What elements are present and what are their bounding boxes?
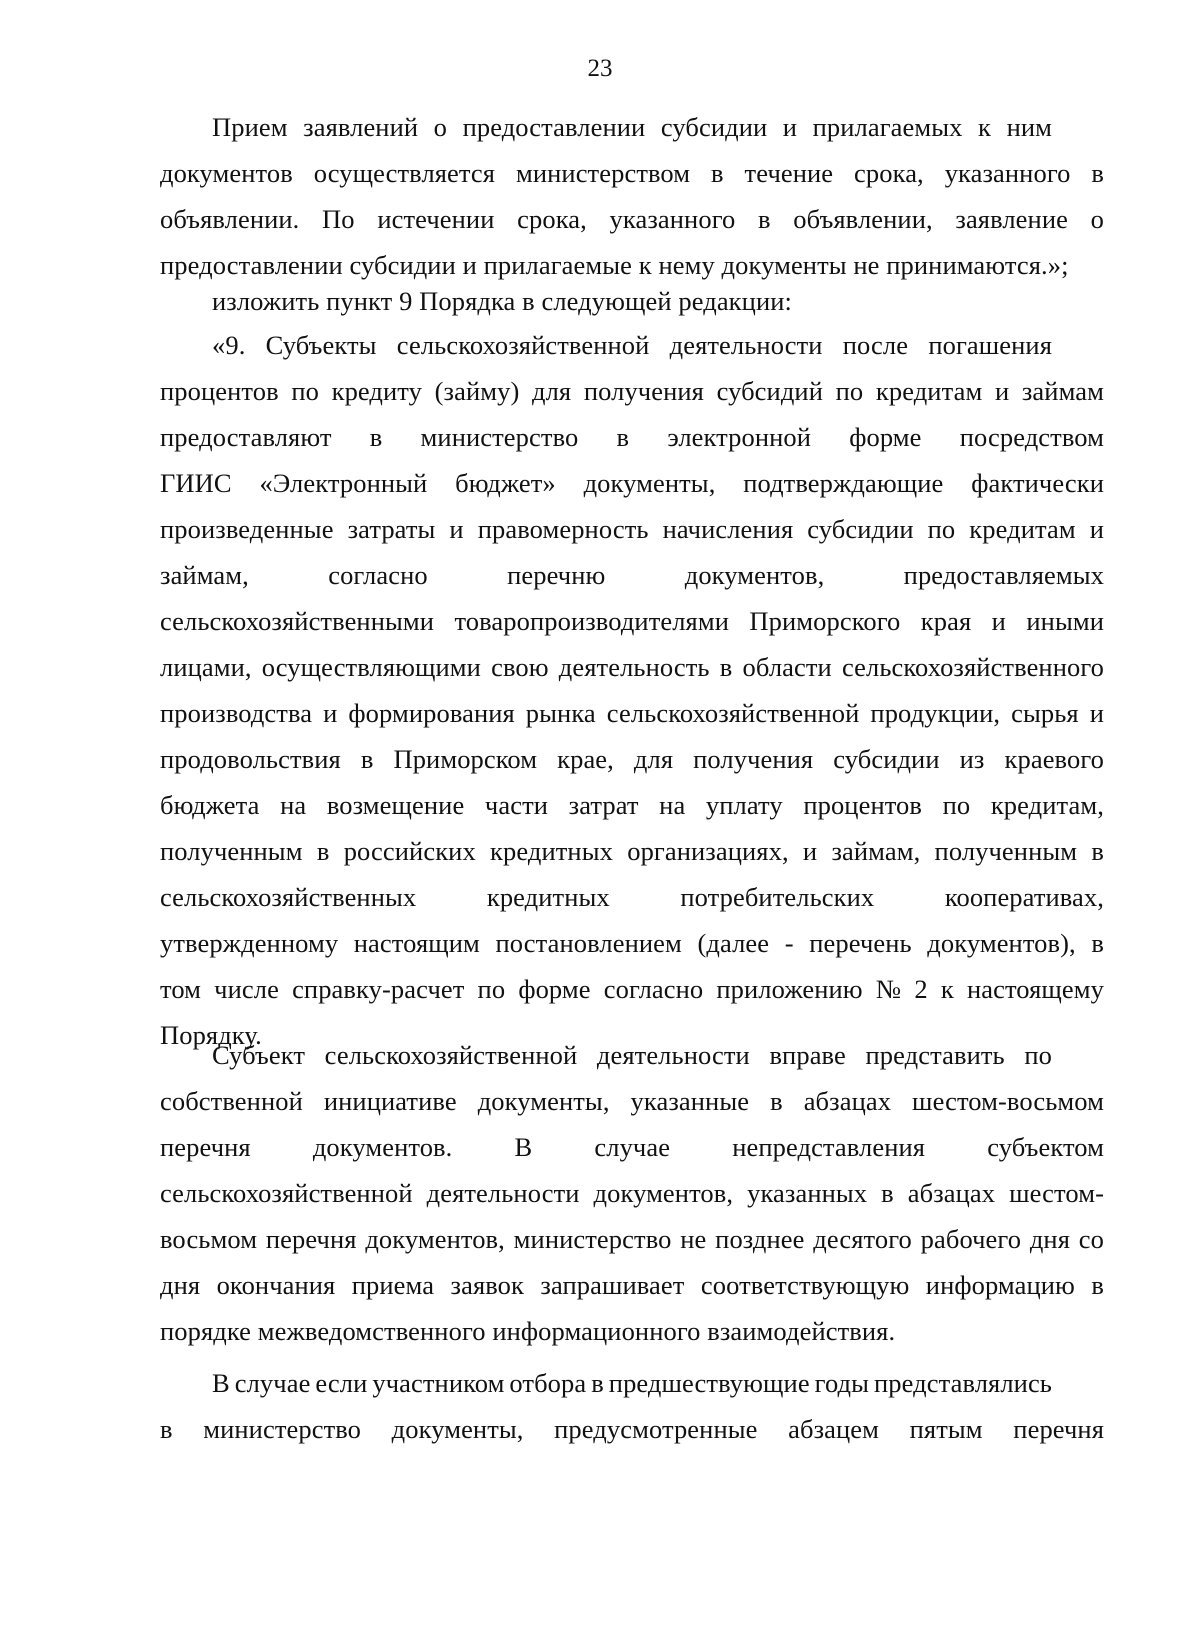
text-line: Субъект сельскохозяйственной деятельности вправе представить по	[212, 1040, 1052, 1070]
text-line: ГИИС «Электронный бюджет» документы, подтверждающие фактически	[160, 468, 1104, 498]
page-number: 23	[587, 55, 613, 82]
text-line: изложить пункт 9 Порядка в следующей редакции:	[212, 286, 792, 316]
text-line: процентов по кредиту (займу) для получения субсидий по кредитам и займам	[160, 376, 1104, 406]
text-line: документов осуществляется министерством в течение срока, указанного в	[160, 158, 1104, 188]
text-line: полученным в российских кредитных организациях, и займам, полученным в	[160, 836, 1104, 866]
text-line: перечня документов. В случае непредставления субъектом	[160, 1132, 1104, 1162]
text-line: В случае если участником отбора в предшествующие годы представлялись	[212, 1368, 1052, 1398]
text-line: том числе справку-расчет по форме согласно приложению № 2 к настоящему	[160, 974, 1104, 1004]
text-line: Порядку.	[160, 1020, 262, 1050]
text-line: сельскохозяйственных кредитных потребительских кооперативах,	[160, 882, 1104, 912]
text-line: дня окончания приема заявок запрашивает соответствующую информацию в	[160, 1270, 1104, 1300]
text-line: производства и формирования рынка сельскохозяйственной продукции, сырья и	[160, 698, 1104, 728]
paragraph-own-initiative	[160, 1032, 1104, 1354]
paragraph-previous-years	[160, 1360, 1104, 1452]
text-line: объявлении. По истечении срока, указанного в объявлении, заявление о	[160, 204, 1104, 234]
paragraph-amendment-intro	[160, 278, 1104, 324]
text-line: утвержденному настоящим постановлением (далее - перечень документов), в	[160, 928, 1104, 958]
text-line: бюджета на возмещение части затрат на уплату процентов по кредитам,	[160, 790, 1104, 820]
text-line: Прием заявлений о предоставлении субсидии и прилагаемых к ним	[212, 112, 1052, 142]
text-line: предоставлении субсидии и прилагаемые к нему документы не принимаются.»;	[160, 250, 1069, 280]
paragraph-item-9	[160, 322, 1104, 1058]
text-line: сельскохозяйственной деятельности документов, указанных в абзацах шестом-	[160, 1178, 1104, 1208]
text-line: порядке межведомственного информационного взаимодействия.	[160, 1316, 896, 1346]
text-line: собственной инициативе документы, указанные в абзацах шестом-восьмом	[160, 1086, 1104, 1116]
text-line: продовольствия в Приморском крае, для получения субсидии из краевого	[160, 744, 1104, 774]
text-line: предоставляют в министерство в электронной форме посредством	[160, 422, 1104, 452]
text-line: в министерство документы, предусмотренные абзацем пятым перечня	[160, 1414, 1104, 1444]
text-line: сельскохозяйственными товаропроизводителями Приморского края и иными	[160, 606, 1104, 636]
text-line: восьмом перечня документов, министерство не позднее десятого рабочего дня со	[160, 1224, 1104, 1254]
text-line: произведенные затраты и правомерность начисления субсидии по кредитам и	[160, 514, 1104, 544]
text-line: займам, согласно перечню документов, предоставляемых	[160, 560, 1104, 590]
text-line: «9. Субъекты сельскохозяйственной деятельности после погашения	[212, 330, 1052, 360]
paragraph-applications-acceptance	[160, 104, 1104, 288]
text-line: лицами, осуществляющими свою деятельность в области сельскохозяйственного	[160, 652, 1104, 682]
